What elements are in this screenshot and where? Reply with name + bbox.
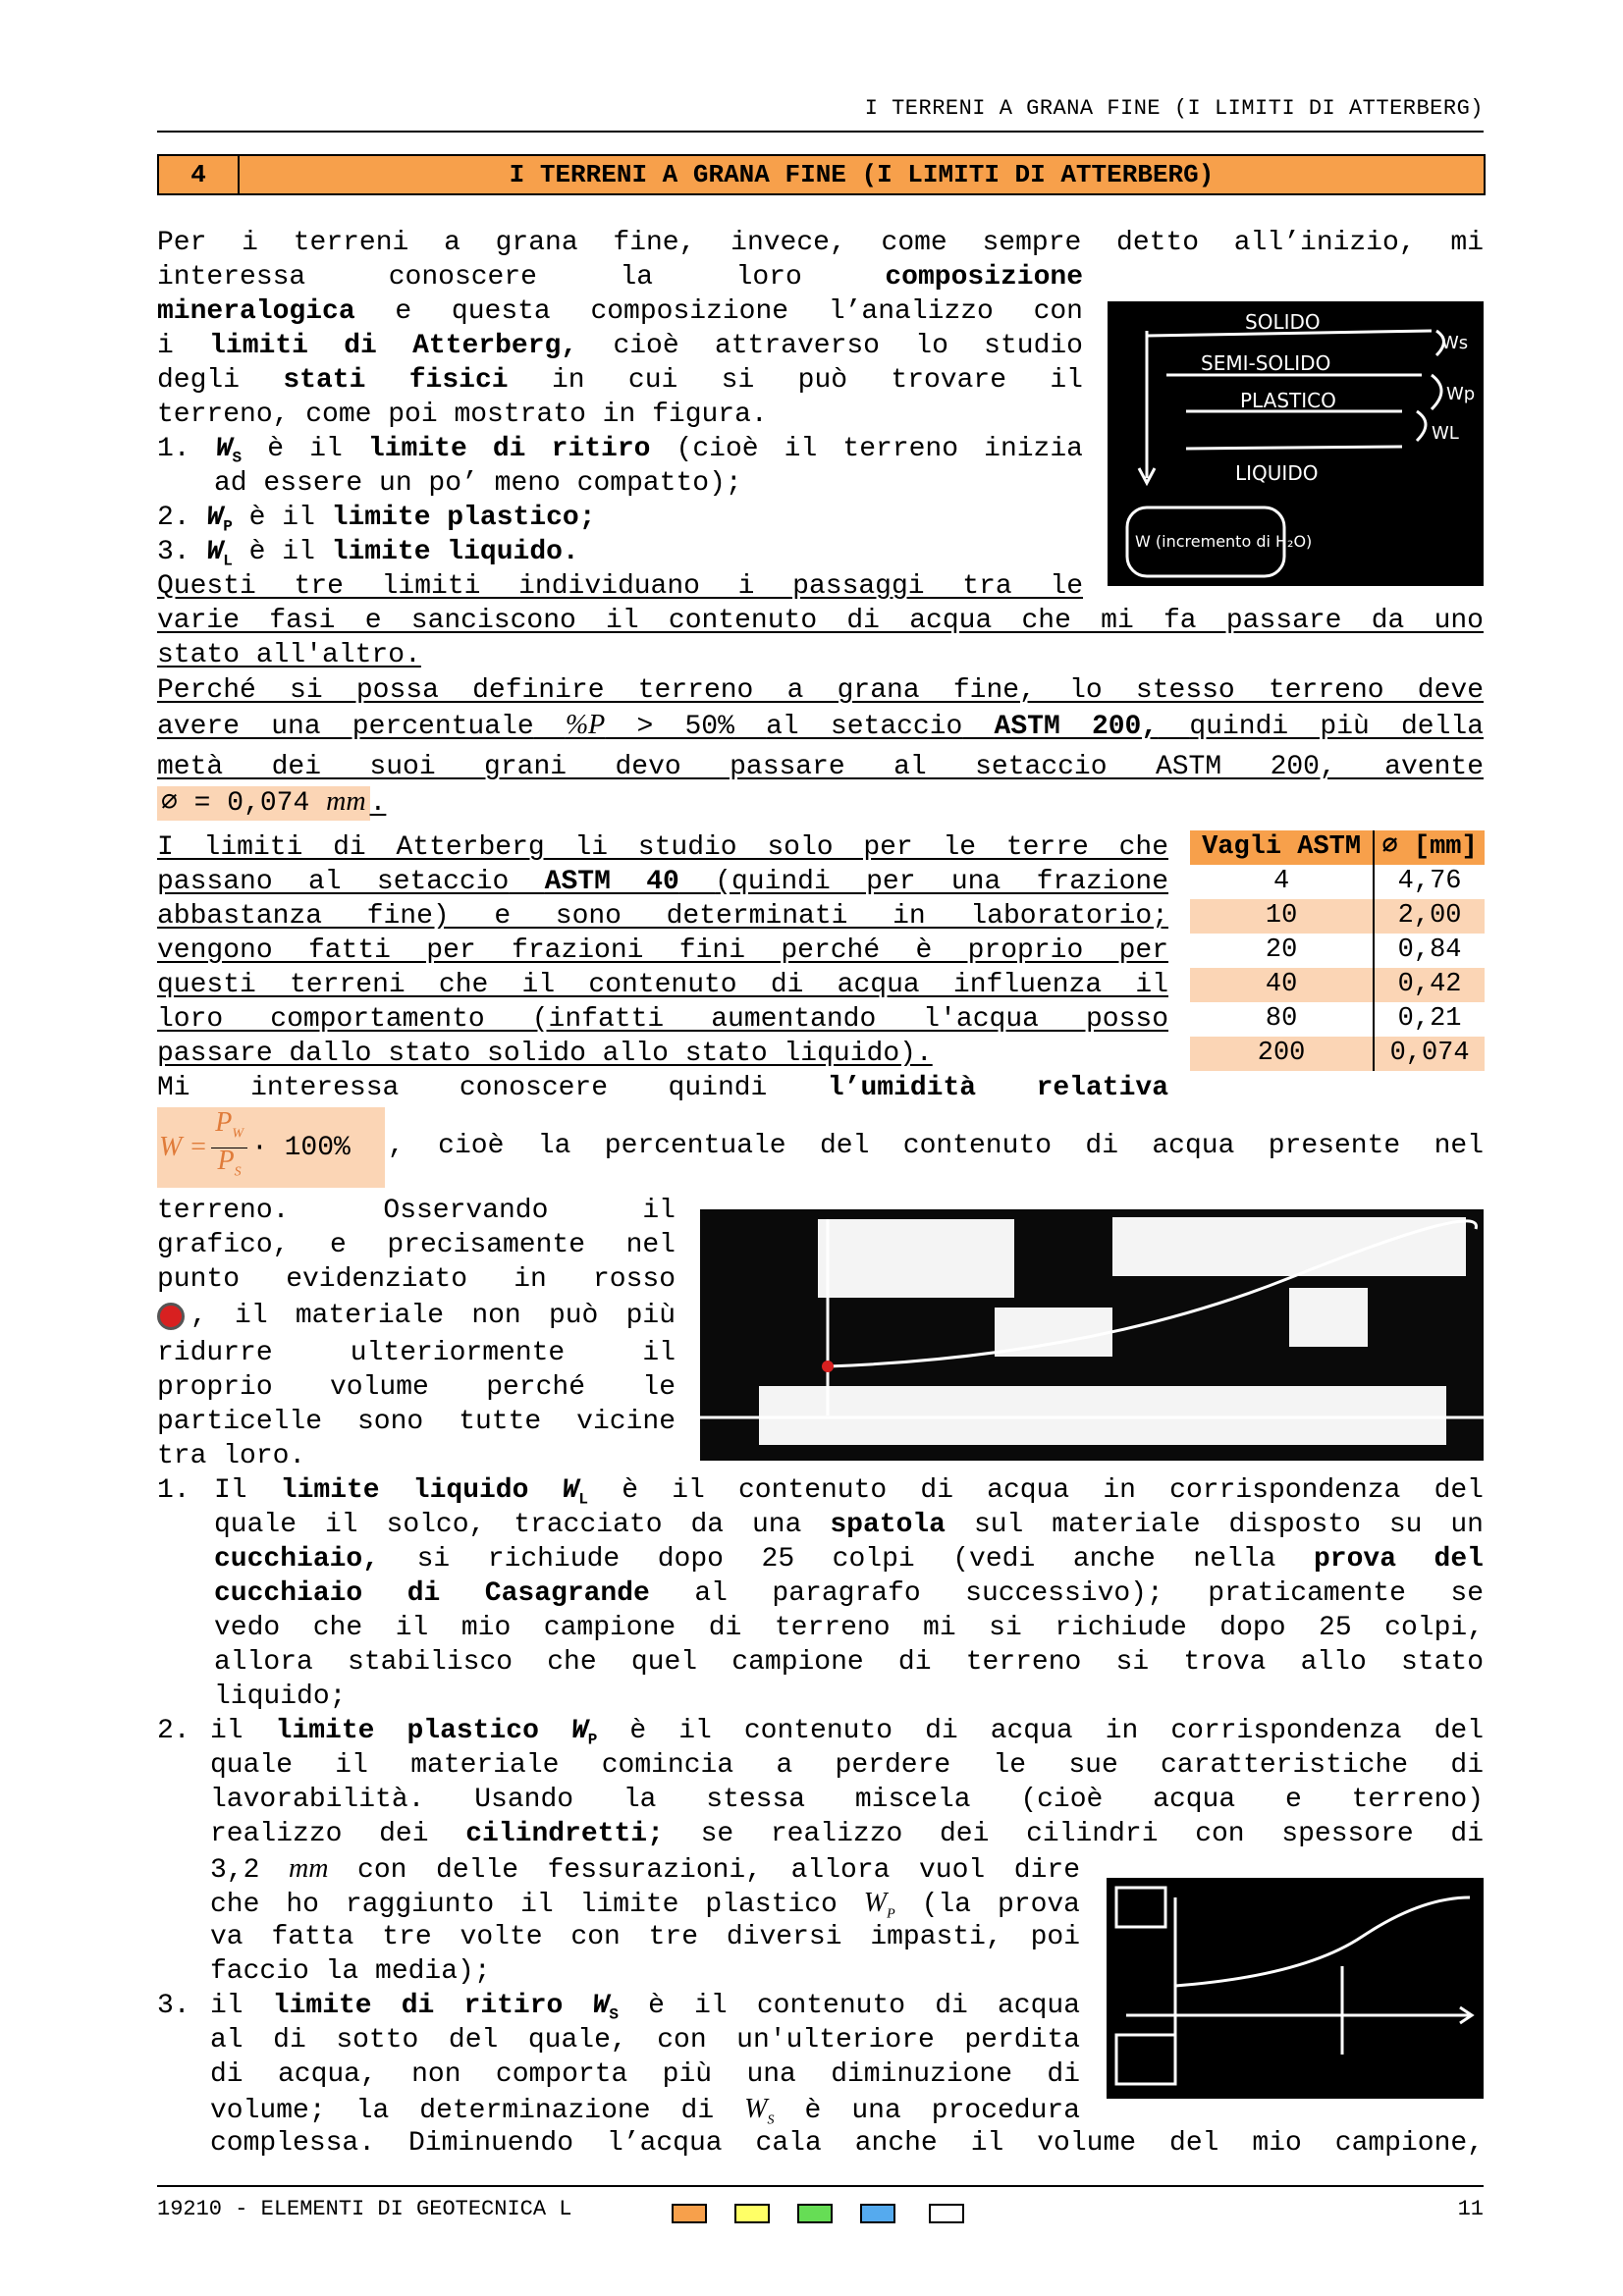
intro-line-4: i limiti di Atterberg, cioè attraverso lo studio [157,331,1083,361]
limit-item-3: 3. $W_L$ è il limite liquido. [157,537,579,570]
formula-explanation: , cioè la percentuale del contenuto di acqua presente nel [388,1131,1484,1161]
limit-item-1: 1. $W_S$ è il limite di ritiro (cioè il terreno inizia [157,434,1083,467]
grana-line-4: ⌀ = 0,074 mm . [157,784,386,821]
limit-long-1-line-5: vedo che il mio campione di terreno mi si richiude dopo 25 colpi, [214,1613,1484,1643]
figure1-label-wl: WL [1432,423,1459,444]
limit-long-1-line-1: Il limite liquido $W_L$ è il contenuto di acqua in corrispondenza del [214,1475,1484,1509]
astm-cell: 0,84 [1374,934,1485,968]
limit-long-2-line-6: che ho raggiunto il limite plastico $W_P$ (la prova [210,1888,1080,1922]
limit-long-2-line-4: realizzo dei cilindretti; se realizzo dei cilindri con spessore di [210,1819,1485,1849]
intro-line-3: mineralogica e questa composizione l’analizzo con [157,296,1083,327]
limit-long-1-line-3: cucchiaio, si richiude dopo 25 colpi (vedi anche nella prova del [214,1544,1484,1575]
limit-long-3-line-4: volume; la determinazione di $W_S$ è una procedura [210,2094,1081,2128]
color-swatch [797,2204,833,2223]
astm-header-sieve: Vagli ASTM [1190,830,1374,865]
intro-line-2: interessa conoscere la loro composizione [157,262,1083,293]
limit-long-2-line-2: quale il materiale comincia a perdere le sue caratteristiche di [210,1750,1484,1781]
grana-line-1: Perché si possa definire terreno a grana fine, lo stesso terreno deve [157,675,1484,706]
limit-long-2-line-3: lavorabilità. Usando la stessa miscela (cioè acqua e terreno) [210,1785,1484,1815]
color-swatch [929,2204,964,2223]
astm-header-diameter: ⌀ [mm] [1374,830,1485,865]
figure1-label-liquido: LIQUIDO [1235,461,1319,485]
intro-line-5: degli stati fisici in cui si può trovare il [157,365,1083,396]
color-swatch [860,2204,895,2223]
figure1-label-plastico: PLASTICO [1240,389,1336,412]
atterberg-line-5: questi terreni che il contenuto di acqua influenza il [157,970,1168,1000]
color-swatch [734,2204,770,2223]
footer-rule [157,2185,1484,2187]
astm-cell: 0,074 [1374,1037,1485,1071]
page-number: 11 [1457,2197,1484,2221]
astm-cell: 0,21 [1374,1002,1485,1037]
astm-cell: 200 [1190,1037,1374,1071]
limit-long-3-number: 3. [157,1991,190,2021]
limit-long-3-line-2: al di sotto del quale, con un'ulteriore perdita [210,2025,1080,2056]
grafico-line-1: terreno. Osservando il [157,1196,676,1226]
figure1-label-w: W (incremento di H₂O) [1135,532,1313,551]
color-swatch [672,2204,707,2223]
astm-cell: 10 [1190,899,1374,934]
atterberg-line-7: passare dallo stato solido allo stato liquido). [157,1039,933,1069]
formula-moisture: W = $\frac{P_W}{P_S}$ · 100% [159,1106,351,1180]
figure-shrinkage-graph [1107,1878,1484,2099]
grafico-line-4: , il materiale non può più [157,1299,676,1333]
figure1-label-semisolido: SEMI-SOLIDO [1201,351,1331,375]
limit-long-1-line-4: cucchiaio di Casagrande al paragrafo successivo); praticamente se [214,1578,1484,1609]
atterberg-line-3: abbastanza fine) e sono determinati in laboratorio; [157,901,1168,932]
grafico-line-2: grafico, e precisamente nel [157,1230,676,1260]
limit-long-2-number: 2. [157,1716,190,1746]
astm-cell: 80 [1265,1004,1298,1034]
atterberg-line-8: Mi interessa conoscere quindi l’umidità relativa [157,1073,1168,1103]
astm-cell: 0,42 [1374,968,1485,1002]
header-rule [157,131,1484,133]
running-header: I TERRENI A GRANA FINE (I LIMITI DI ATTERBERG) [864,96,1484,121]
passaggi-line-1: Questi tre limiti individuano i passaggi tra le [157,571,1083,602]
grana-line-2: avere una percentuale %P > 50% al setaccio ASTM 200, quindi più della [157,710,1485,742]
intro-line-6: terreno, come poi mostrato in figura. [157,400,768,430]
limit-item-2: 2. $W_P$ è il limite plastico; [157,503,596,536]
grafico-line-7: particelle sono tutte vicine [157,1407,676,1437]
limit-long-3-line-5: complessa. Diminuendo l’acqua cala anche il volume del mio campione, [210,2128,1484,2159]
figure-atterberg-states [1108,301,1484,586]
astm-sieve-table [1190,830,1485,1071]
limit-long-2-line-7: va fatta tre volte con tre diversi impasti, poi [210,1922,1080,1952]
atterberg-line-2: passano al setaccio ASTM 40 (quindi per una frazione [157,867,1169,897]
limit-long-2-line-5: 3,2 mm con delle fessurazioni, allora vuol dire [210,1853,1080,1886]
astm-cell: 20 [1265,935,1298,965]
limit-long-1-line-6: allora stabilisco che quel campione di terreno si trova allo stato [214,1647,1484,1678]
limit-long-1-line-2: quale il solco, tracciato da una spatola sul materiale disposto su un [214,1510,1484,1540]
limit-long-1-number: 1. [157,1475,190,1506]
grafico-line-5: ridurre ulteriormente il [157,1338,676,1368]
passaggi-line-2: varie fasi e sanciscono il contenuto di acqua che mi fa passare da uno [157,606,1484,636]
atterberg-line-1: I limiti di Atterberg li studio solo per le terre che [157,832,1168,863]
atterberg-line-6: loro comportamento (infatti aumentando l'acqua posso [157,1004,1168,1035]
intro-line-1: Per i terreni a grana fine, invece, come sempre detto all’inizio, mi [157,228,1484,258]
limit-item-1-cont: ad essere un po’ meno compatto); [214,468,742,499]
atterberg-line-4: vengono fatti per frazioni fini perché è proprio per [157,935,1168,966]
grafico-line-6: proprio volume perché le [157,1372,676,1403]
section-title: I TERRENI A GRANA FINE (I LIMITI DI ATTERBERG) [509,160,1215,189]
astm-cell: 2,00 [1374,899,1485,934]
grafico-line-8: tra loro. [157,1441,306,1471]
grafico-line-3: punto evidenziato in rosso [157,1264,676,1295]
limit-long-2-line-8: faccio la media); [210,1956,491,1987]
grana-line-3: metà dei suoi grani devo passare al setaccio ASTM 200, avente [157,752,1484,782]
figure1-label-wp: Wp [1446,384,1476,404]
section-heading-bar [157,154,1486,195]
limit-long-2-line-1: il limite plastico $W_P$ è il contenuto di acqua in corrispondenza del [210,1716,1485,1749]
limit-long-3-line-3: di acqua, non comporta più una diminuzione di [210,2059,1080,2090]
section-number: 4 [159,156,240,193]
astm-cell: 4 [1272,867,1290,896]
figure1-label-ws: Ws [1441,333,1469,353]
limit-long-3-line-1: il limite di ritiro $W_S$ è il contenuto di acqua [210,1991,1081,2024]
passaggi-line-3: stato all'altro. [157,640,421,670]
astm-cell: 4,76 [1374,865,1485,899]
red-dot-icon [157,1303,185,1330]
astm-cell: 40 [1190,968,1374,1002]
footer-course: 19210 - ELEMENTI DI GEOTECNICA L [157,2197,572,2221]
limit-long-1-line-7: liquido; [214,1682,347,1712]
figure-volume-graph [700,1209,1484,1461]
figure1-label-solido: SOLIDO [1245,310,1321,334]
